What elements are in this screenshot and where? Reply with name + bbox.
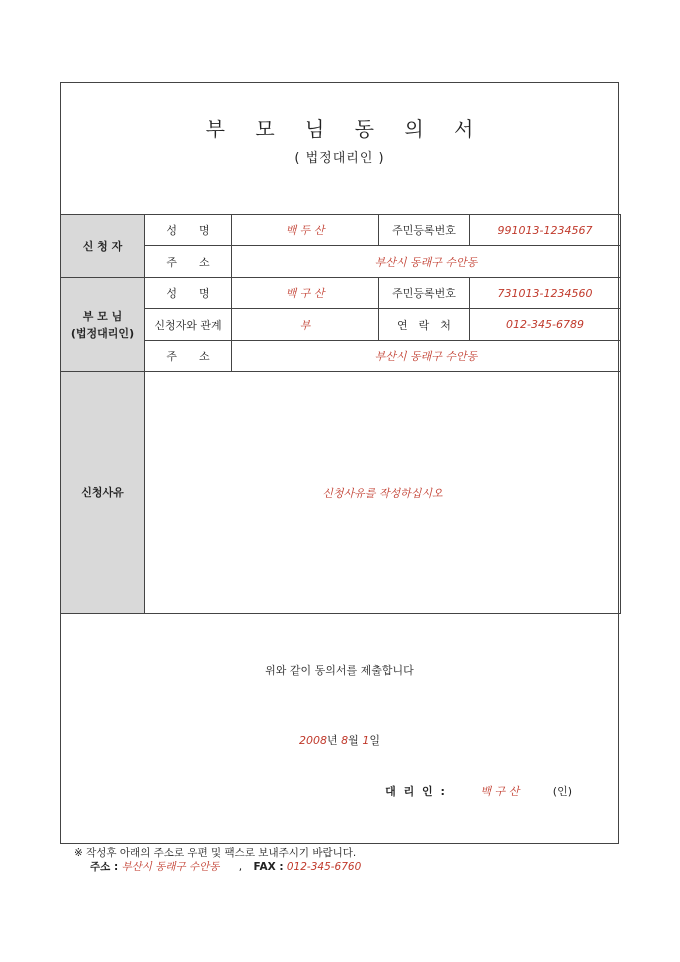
parent-address-value[interactable]: 부산시 동래구 수안동 [232, 341, 621, 372]
submission-date [61, 732, 618, 748]
consent-form [60, 82, 619, 844]
parent-name-label: 성 명 [145, 278, 232, 309]
footer-separator: , [238, 861, 243, 873]
date-day-unit: 일 [369, 734, 380, 747]
footer-address-label: 주소 : [90, 861, 119, 873]
signer-line [385, 783, 572, 799]
date-year: 2008 [299, 734, 328, 747]
applicant-id-value[interactable]: 991013-1234567 [470, 215, 621, 246]
parent-section-label-line2: (법정대리인) [70, 326, 135, 340]
parent-relation-value[interactable]: 부 [232, 309, 379, 341]
parent-contact-label: 연 락 처 [379, 309, 470, 341]
signer-label: 대 리 인 : [385, 785, 447, 798]
applicant-name-value[interactable]: 백 두 산 [232, 215, 379, 246]
parent-section-label-line1: 부 모 님 [82, 309, 123, 323]
parent-contact-value[interactable]: 012-345-6789 [470, 309, 621, 341]
parent-id-value[interactable]: 731013-1234560 [470, 278, 621, 309]
applicant-name-label: 성 명 [145, 215, 232, 246]
parent-name-value[interactable]: 백 구 산 [232, 278, 379, 309]
reason-label: 신청사유 [61, 372, 145, 614]
parent-id-label: 주민등록번호 [379, 278, 470, 309]
footer-instruction: ※ 작성후 아래의 주소로 우편 및 팩스로 보내주시기 바랍니다. [74, 847, 357, 859]
footer-fax-label: FAX : [253, 861, 284, 873]
seal-mark: (인) [552, 785, 572, 798]
applicant-address-value[interactable]: 부산시 동래구 수안동 [232, 246, 621, 278]
applicant-id-label: 주민등록번호 [379, 215, 470, 246]
date-year-unit: 년 [327, 734, 338, 747]
parent-relation-label: 신청자와 관계 [145, 309, 232, 341]
form-table [60, 214, 621, 614]
footer-fax-value: 012-345-6760 [286, 861, 362, 873]
reason-value[interactable]: 신청사유를 작성하십시오 [145, 372, 621, 614]
date-month-unit: 월 [348, 734, 359, 747]
date-day: 1 [362, 734, 370, 747]
signer-name[interactable]: 백 구 산 [480, 785, 520, 798]
statement-text: 위와 같이 동의서를 제출합니다 [265, 664, 414, 677]
page-title: 부 모 님 동 의 서 [205, 117, 486, 141]
date-month: 8 [341, 734, 349, 747]
applicant-section-label: 신 청 자 [61, 215, 145, 278]
parent-address-label: 주 소 [145, 341, 232, 372]
applicant-address-label: 주 소 [145, 246, 232, 278]
footer-notes [74, 846, 361, 874]
footer-address-value: 부산시 동래구 수안동 [121, 861, 220, 873]
parent-section-label [61, 278, 145, 372]
page-subtitle: ( 법정대리인 ) [294, 151, 385, 166]
footer-contact-line [74, 860, 361, 874]
